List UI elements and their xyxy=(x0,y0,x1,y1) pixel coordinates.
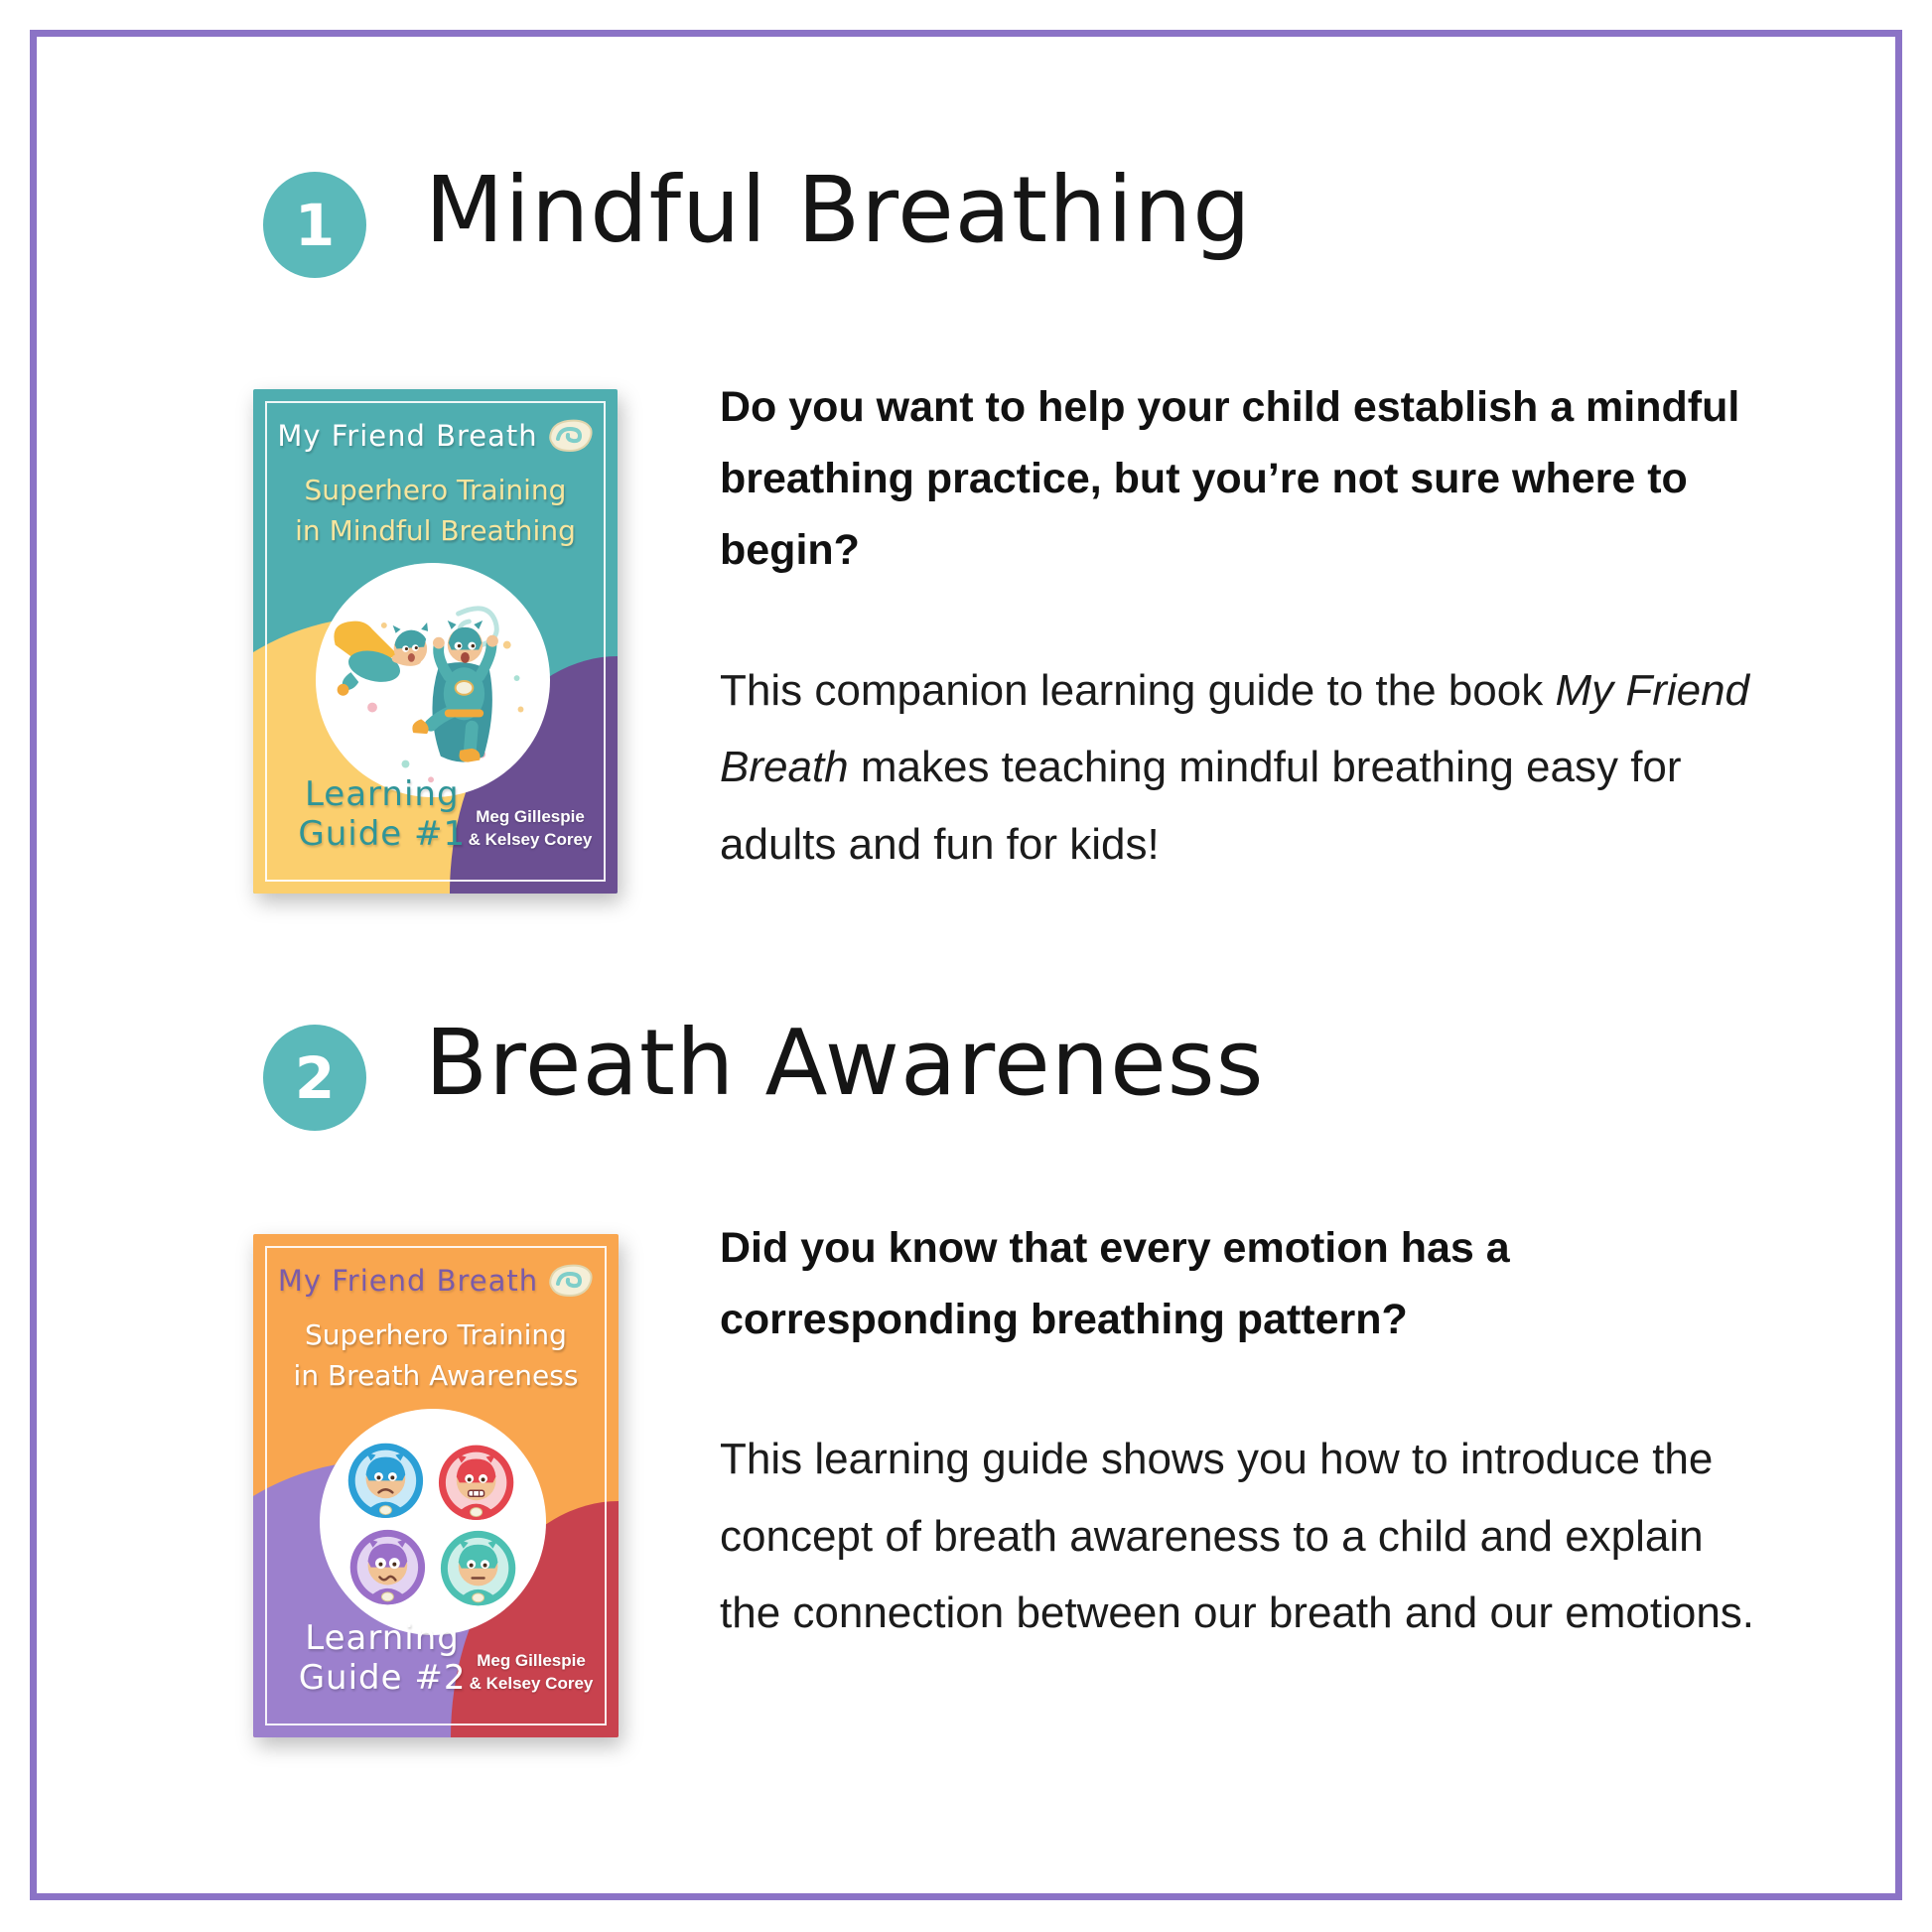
section2-text xyxy=(720,1212,1757,1652)
cover1-subtitle-line1: Superhero Training xyxy=(304,474,567,506)
section2-body xyxy=(720,1421,1757,1651)
cover1-illustration-circle xyxy=(316,563,550,797)
cover1-author-line1: Meg Gillespie xyxy=(476,807,585,827)
breath-badge-icon xyxy=(548,1264,594,1298)
section2-body-pre: This learning guide shows you how to introduce the concept of breath awareness to a child and explain the connection between our breath and our emotions. xyxy=(720,1435,1755,1638)
cover1-subtitle-line2: in Mindful Breathing xyxy=(295,513,576,547)
book-cover-breath-awareness xyxy=(253,1234,619,1737)
section2-title: Breath Awareness xyxy=(425,1010,1265,1116)
cover2-subtitle xyxy=(253,1315,619,1396)
emotion-faces-illustration xyxy=(320,1409,546,1635)
cover2-author-line1: Meg Gillespie xyxy=(477,1651,586,1671)
section1-lead: Do you want to help your child establish a mindful breathing practice, but you’re not sure where to begin? xyxy=(720,383,1740,575)
cover2-authors xyxy=(456,1650,607,1696)
section2-lead: Did you know that every emotion has a corresponding breathing pattern? xyxy=(720,1224,1510,1344)
cover1-guide-label: Learning Guide #1 xyxy=(298,774,467,854)
cover1-authors xyxy=(455,806,606,852)
cover2-author-line2: & Kelsey Corey xyxy=(469,1674,594,1694)
book-cover-mindful-breathing xyxy=(253,389,618,894)
superheroes-illustration xyxy=(316,563,550,797)
cover2-subtitle-line1: Superhero Training xyxy=(305,1318,567,1351)
cover1-subtitle xyxy=(253,471,618,551)
section1-text xyxy=(720,371,1757,883)
cover2-illustration-circle xyxy=(320,1409,546,1635)
cover1-brand-title: My Friend Breath xyxy=(277,419,538,453)
section1-number-badge: 1 xyxy=(263,172,366,278)
breath-badge-icon xyxy=(548,419,594,453)
section1-body-pre: This companion learning guide to the book xyxy=(720,665,1556,715)
cover2-brand-title: My Friend Breath xyxy=(277,1264,539,1298)
section1-title: Mindful Breathing xyxy=(425,157,1252,263)
cover2-subtitle-line2: in Breath Awareness xyxy=(293,1358,579,1392)
section1-body xyxy=(720,652,1757,883)
cover2-brand-row xyxy=(253,1264,619,1298)
cover1-author-line2: & Kelsey Corey xyxy=(468,830,593,850)
section1-body-italic: My Friend Breath xyxy=(720,665,1750,792)
section2-number-badge: 2 xyxy=(263,1025,366,1131)
cover1-brand-row xyxy=(253,419,618,453)
section1-body-post: makes teaching mindful breathing easy for adults and fun for kids! xyxy=(720,743,1682,869)
cover2-guide-label: Learning Guide #2 xyxy=(298,1618,467,1698)
